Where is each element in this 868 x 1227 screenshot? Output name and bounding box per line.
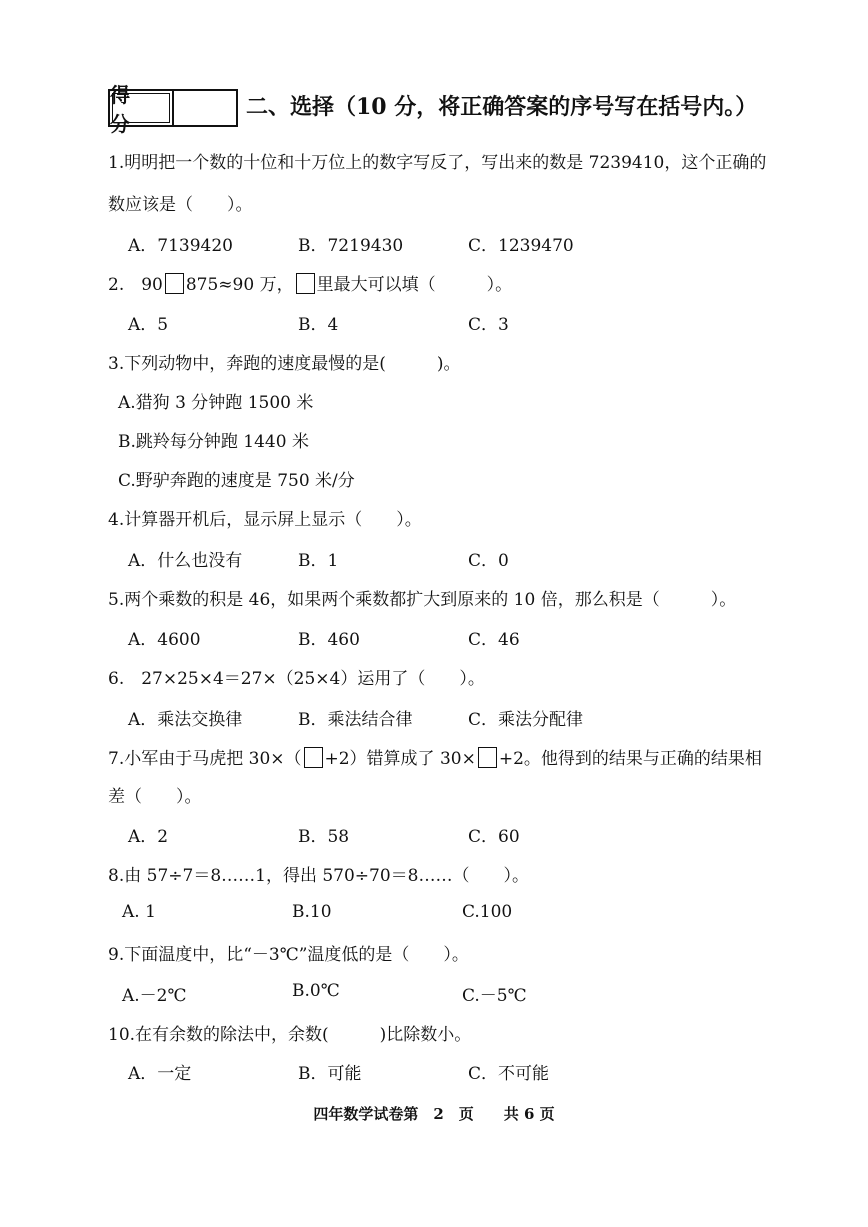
question-7-option-a[interactable]: A．2 [128, 827, 169, 847]
question-9-stem: 9.下面温度中，比“－3℃”温度低的是（ ）。 [108, 945, 469, 965]
question-1-stem-line1: 1.明明把一个数的十位和十万位上的数字写反了，写出来的数是 7239410，这个正确的 [108, 153, 767, 173]
question-10-option-a[interactable]: A．一定 [128, 1064, 192, 1084]
question-8-option-c[interactable]: C.100 [462, 902, 513, 922]
question-1-option-c[interactable]: C．1239470 [468, 236, 574, 256]
question-9-option-b[interactable]: B.0℃ [292, 981, 340, 1001]
score-blank-field[interactable] [174, 91, 236, 125]
question-1-option-a[interactable]: A．7139420 [128, 236, 233, 256]
question-5-option-a[interactable]: A．4600 [128, 630, 201, 650]
question-4-option-b[interactable]: B．1 [298, 551, 339, 571]
question-4-option-a[interactable]: A．什么也没有 [128, 551, 243, 571]
question-4-stem: 4.计算器开机后，显示屏上显示（ ）。 [108, 510, 422, 530]
question-8-option-a[interactable]: A. 1 [122, 902, 156, 922]
question-8-stem: 8.由 57÷7＝8……1，得出 570÷70＝8……（ ）。 [108, 866, 529, 886]
question-7-stem-suffix: +2。他得到的结果与正确的结果相 [498, 749, 762, 769]
question-3-stem: 3.下列动物中，奔跑的速度最慢的是( )。 [108, 354, 461, 374]
question-6-option-a[interactable]: A．乘法交换律 [128, 710, 243, 730]
score-label: 得 分 [110, 91, 174, 125]
section-title: 二、选择（10 分，将正确答案的序号写在括号内。） [246, 94, 758, 120]
question-1-stem-line2: 数应该是（ ）。 [108, 195, 253, 215]
blank-square-icon[interactable] [296, 273, 315, 294]
question-8-option-b[interactable]: B.10 [292, 902, 332, 922]
question-1-option-b[interactable]: B．7219430 [298, 236, 404, 256]
page-footer: 四年数学试卷第 2 页 共 6 页 [313, 1105, 555, 1123]
question-6-option-c[interactable]: C．乘法分配律 [468, 710, 584, 730]
question-7-stem-mid: +2）错算成了 30× [324, 749, 476, 769]
question-2-stem-mid: 875≈90 万， [185, 275, 294, 295]
question-6-stem: 6. 27×25×4＝27×（25×4）运用了（ ）。 [108, 669, 485, 689]
question-10-option-b[interactable]: B．可能 [298, 1064, 362, 1084]
question-10-stem: 10.在有余数的除法中，余数( )比除数小。 [108, 1025, 472, 1045]
question-5-option-c[interactable]: C．46 [468, 630, 520, 650]
question-9-option-a[interactable]: A.－2℃ [122, 986, 187, 1006]
question-7-stem-prefix: 7.小军由于马虎把 30×（ [108, 749, 302, 769]
question-7-option-b[interactable]: B．58 [298, 827, 350, 847]
question-10-option-c[interactable]: C．不可能 [468, 1064, 550, 1084]
question-2-stem [108, 270, 512, 295]
question-2-stem-prefix: 2. 90 [108, 275, 163, 295]
question-3-choice-c[interactable]: C.野驴奔跑的速度是 750 米/分 [118, 471, 355, 491]
question-2-stem-suffix: 里最大可以填（ ）。 [316, 275, 513, 295]
question-6-option-b[interactable]: B．乘法结合律 [298, 710, 413, 730]
question-3-choice-a[interactable]: A.猎狗 3 分钟跑 1500 米 [118, 393, 314, 413]
question-9-option-c[interactable]: C.－5℃ [462, 986, 527, 1006]
question-2-option-b[interactable]: B．4 [298, 315, 339, 335]
question-5-stem: 5.两个乘数的积是 46，如果两个乘数都扩大到原来的 10 倍，那么积是（ ）。 [108, 590, 737, 610]
question-3-choice-b[interactable]: B.跳羚每分钟跑 1440 米 [118, 432, 309, 452]
blank-square-icon[interactable] [304, 747, 323, 768]
question-2-option-a[interactable]: A．5 [128, 315, 169, 335]
score-box [108, 83, 238, 136]
blank-square-icon[interactable] [165, 273, 184, 294]
question-7-option-c[interactable]: C．60 [468, 827, 520, 847]
blank-square-icon[interactable] [478, 747, 497, 768]
question-5-option-b[interactable]: B．460 [298, 630, 360, 650]
question-4-option-c[interactable]: C．0 [468, 551, 509, 571]
question-2-option-c[interactable]: C．3 [468, 315, 509, 335]
question-7-stem-line1 [108, 744, 762, 769]
question-7-stem-line2: 差（ ）。 [108, 787, 202, 807]
